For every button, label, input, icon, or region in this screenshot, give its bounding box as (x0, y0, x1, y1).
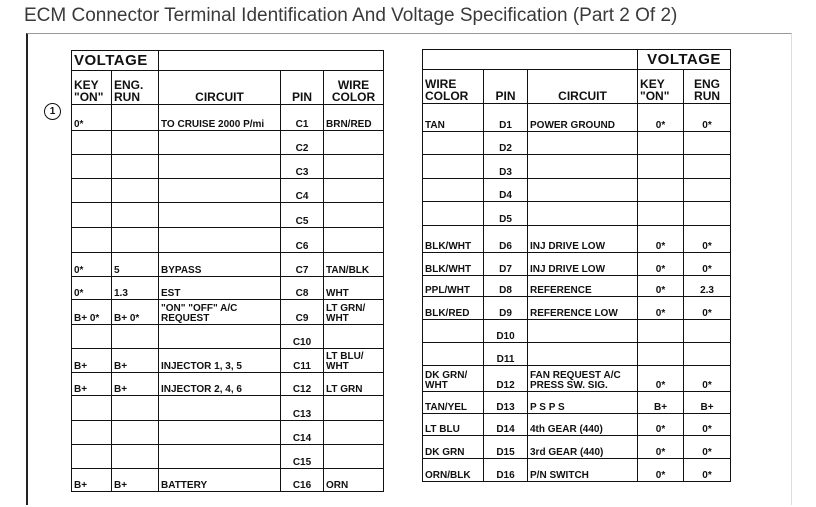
circuit-name: P S P S (528, 392, 638, 414)
eng-run-value: 0* (684, 459, 731, 482)
key-on-value: B+ (638, 392, 684, 414)
circuit-name (528, 132, 638, 155)
table-row (72, 179, 384, 203)
key-on-value: 0* (638, 276, 684, 297)
table-row (423, 276, 731, 297)
note-marker: 1 (44, 103, 61, 120)
eng-run-value: 2.3 (684, 276, 731, 297)
pin-label: D1 (484, 104, 528, 132)
pin-label: C1 (281, 105, 324, 131)
circuit-header: CIRCUIT (528, 70, 638, 104)
circuit-name: 4th GEAR (440) (528, 414, 638, 436)
wire-color-value (423, 132, 484, 155)
table-row (423, 226, 731, 253)
pin-header: PIN (484, 70, 528, 104)
wire-color-value (423, 202, 484, 226)
circuit-name (159, 155, 281, 179)
eng-run-value (684, 132, 731, 155)
table-row (72, 155, 384, 179)
pin-label: C15 (281, 445, 324, 469)
wire-color-value (324, 396, 384, 421)
wire-color-value: WHT (324, 277, 384, 300)
eng-run-value: B+ (112, 349, 159, 373)
key-on-value (638, 155, 684, 179)
key-on-header: KEY "ON" (72, 71, 112, 105)
eng-run-value (112, 105, 159, 131)
pin-label: D9 (484, 297, 528, 320)
circuit-name: REFERENCE (528, 276, 638, 297)
key-on-value: 0* (638, 104, 684, 132)
circuit-name: EST (159, 277, 281, 300)
circuit-name (528, 202, 638, 226)
key-on-value (72, 179, 112, 203)
key-on-value: 0* (72, 253, 112, 277)
key-on-value (72, 228, 112, 253)
pin-label: C11 (281, 349, 324, 373)
table-row (72, 131, 384, 155)
pin-label: D16 (484, 459, 528, 482)
key-on-value: B+ (72, 469, 112, 492)
table-row (423, 179, 731, 202)
table-row (423, 297, 731, 320)
table-row (72, 396, 384, 421)
wire-color-value: DK GRN/ WHT (423, 366, 484, 392)
eng-run-value: 1.3 (112, 277, 159, 300)
circuit-name: INJECTOR 1, 3, 5 (159, 349, 281, 373)
pin-label: D14 (484, 414, 528, 436)
eng-run-value: 0* (684, 297, 731, 320)
table-row (423, 414, 731, 436)
eng-run-value: 0* (684, 366, 731, 392)
circuit-name (159, 325, 281, 349)
table-row (72, 469, 384, 492)
pin-label: D3 (484, 155, 528, 179)
eng-run-value: 0* (684, 253, 731, 276)
wire-color-value (324, 131, 384, 155)
pin-label: C2 (281, 131, 324, 155)
pin-label: C12 (281, 373, 324, 396)
table-row (72, 373, 384, 396)
pin-label: C3 (281, 155, 324, 179)
circuit-name: BATTERY (159, 469, 281, 492)
wire-color-value (324, 203, 384, 228)
table-row (72, 421, 384, 445)
pin-label: D12 (484, 366, 528, 392)
circuit-name (528, 343, 638, 366)
wire-color-value (423, 155, 484, 179)
key-on-value (72, 131, 112, 155)
table-row (72, 300, 384, 325)
table-row (72, 325, 384, 349)
pin-label: C7 (281, 253, 324, 277)
circuit-name: INJECTOR 2, 4, 6 (159, 373, 281, 396)
table-row (423, 104, 731, 132)
table-row (423, 436, 731, 459)
eng-run-value (112, 421, 159, 445)
key-on-value (72, 325, 112, 349)
key-on-header: KEY "ON" (638, 70, 684, 104)
key-on-value (638, 320, 684, 343)
wire-color-header: WIRE COLOR (423, 70, 484, 104)
key-on-value: 0* (638, 366, 684, 392)
table-row (423, 202, 731, 226)
eng-run-header: ENG RUN (684, 70, 731, 104)
pin-label: C13 (281, 396, 324, 421)
eng-run-value (684, 202, 731, 226)
table-row (423, 459, 731, 482)
pin-label: C6 (281, 228, 324, 253)
table-row (72, 445, 384, 469)
eng-run-value (112, 131, 159, 155)
wire-color-value: TAN/BLK (324, 253, 384, 277)
table-row (423, 392, 731, 414)
table-row (72, 228, 384, 253)
circuit-name (159, 203, 281, 228)
key-on-value (72, 421, 112, 445)
key-on-value: 0* (638, 297, 684, 320)
eng-run-header: ENG. RUN (112, 71, 159, 105)
key-on-value: 0* (638, 253, 684, 276)
key-on-value: 0* (638, 436, 684, 459)
wire-color-value (423, 343, 484, 366)
wire-color-value: TAN (423, 104, 484, 132)
wire-color-value: PPL/WHT (423, 276, 484, 297)
circuit-name: 3rd GEAR (440) (528, 436, 638, 459)
wire-color-value: ORN (324, 469, 384, 492)
table-row (423, 320, 731, 343)
key-on-value (638, 132, 684, 155)
eng-run-value: B+ (112, 469, 159, 492)
circuit-name (159, 179, 281, 203)
wire-color-value (324, 325, 384, 349)
eng-run-value (112, 155, 159, 179)
eng-run-value (684, 179, 731, 202)
eng-run-value (112, 396, 159, 421)
key-on-value: 0* (638, 414, 684, 436)
eng-run-value (112, 325, 159, 349)
circuit-name (528, 155, 638, 179)
pin-label: D8 (484, 276, 528, 297)
voltage-header-spacer (423, 50, 638, 70)
pin-label: C8 (281, 277, 324, 300)
circuit-name: P/N SWITCH (528, 459, 638, 482)
pin-label: D13 (484, 392, 528, 414)
pin-label: D2 (484, 132, 528, 155)
eng-run-value: 0* (684, 414, 731, 436)
circuit-name (159, 421, 281, 445)
circuit-name (528, 179, 638, 202)
table-row (423, 366, 731, 392)
pin-label: C4 (281, 179, 324, 203)
key-on-value (638, 202, 684, 226)
pin-label: C5 (281, 203, 324, 228)
wire-color-value: LT GRN/ WHT (324, 300, 384, 325)
circuit-name: BYPASS (159, 253, 281, 277)
table-row (423, 155, 731, 179)
eng-run-value: 0* (684, 104, 731, 132)
circuit-name: TO CRUISE 2000 P/mi (159, 105, 281, 131)
right-table-body (423, 104, 731, 482)
wire-color-header: WIRE COLOR (324, 71, 384, 105)
circuit-name (159, 131, 281, 155)
circuit-name (159, 396, 281, 421)
circuit-name: POWER GROUND (528, 104, 638, 132)
eng-run-value (112, 203, 159, 228)
circuit-name (159, 228, 281, 253)
key-on-value: 0* (638, 459, 684, 482)
voltage-header-spacer (159, 51, 384, 71)
wire-color-value (423, 179, 484, 202)
wire-color-value (324, 155, 384, 179)
wire-color-value (324, 421, 384, 445)
table-row (72, 349, 384, 373)
pin-label: C16 (281, 469, 324, 492)
table-row (72, 253, 384, 277)
pin-label: C14 (281, 421, 324, 445)
key-on-value: 0* (72, 105, 112, 131)
eng-run-value: 0* (684, 226, 731, 253)
eng-run-value: B+ 0* (112, 300, 159, 325)
eng-run-value: B+ (112, 373, 159, 396)
table-row (72, 277, 384, 300)
wire-color-value (324, 228, 384, 253)
pin-label: C10 (281, 325, 324, 349)
circuit-name: INJ DRIVE LOW (528, 226, 638, 253)
circuit-name: REFERENCE LOW (528, 297, 638, 320)
pin-label: D7 (484, 253, 528, 276)
key-on-value (72, 445, 112, 469)
pin-header: PIN (281, 71, 324, 105)
wire-color-value: LT GRN (324, 373, 384, 396)
eng-run-value: B+ (684, 392, 731, 414)
key-on-value (72, 203, 112, 228)
circuit-name: INJ DRIVE LOW (528, 253, 638, 276)
pin-label: D15 (484, 436, 528, 459)
key-on-value (72, 155, 112, 179)
wire-color-value: BLK/WHT (423, 253, 484, 276)
key-on-value (638, 179, 684, 202)
left-connector-table (71, 50, 384, 492)
eng-run-value (684, 155, 731, 179)
eng-run-value: 5 (112, 253, 159, 277)
table-row (72, 105, 384, 131)
key-on-value: 0* (638, 226, 684, 253)
pin-label: D5 (484, 202, 528, 226)
table-row (423, 132, 731, 155)
key-on-value: B+ (72, 373, 112, 396)
wire-color-value: BLK/WHT (423, 226, 484, 253)
right-connector-table (422, 49, 731, 482)
wire-color-value: TAN/YEL (423, 392, 484, 414)
wire-color-value (423, 320, 484, 343)
eng-run-value (684, 343, 731, 366)
voltage-header: VOLTAGE (638, 50, 731, 70)
wire-color-value: DK GRN (423, 436, 484, 459)
pin-label: C9 (281, 300, 324, 325)
voltage-header: VOLTAGE (72, 51, 159, 71)
wire-color-value: BLK/RED (423, 297, 484, 320)
wire-color-value: ORN/BLK (423, 459, 484, 482)
eng-run-value (112, 228, 159, 253)
wire-color-value: BRN/RED (324, 105, 384, 131)
circuit-name: "ON" "OFF" A/C REQUEST (159, 300, 281, 325)
table-row (423, 343, 731, 366)
key-on-value (638, 343, 684, 366)
circuit-header: CIRCUIT (159, 71, 281, 105)
eng-run-value: 0* (684, 436, 731, 459)
page-title: ECM Connector Terminal Identification And Voltage Specification (Part 2 Of 2) (24, 5, 678, 26)
wire-color-value (324, 445, 384, 469)
table-row (72, 203, 384, 228)
eng-run-value (684, 320, 731, 343)
wire-color-value (324, 179, 384, 203)
circuit-name: FAN REQUEST A/C PRESS SW. SIG. (528, 366, 638, 392)
pin-label: D6 (484, 226, 528, 253)
eng-run-value (112, 445, 159, 469)
eng-run-value (112, 179, 159, 203)
pin-label: D11 (484, 343, 528, 366)
circuit-name (159, 445, 281, 469)
pin-label: D10 (484, 320, 528, 343)
table-row (423, 253, 731, 276)
wire-color-value: LT BLU/ WHT (324, 349, 384, 373)
key-on-value (72, 396, 112, 421)
left-table-body (72, 105, 384, 492)
wire-color-value: LT BLU (423, 414, 484, 436)
key-on-value: 0* (72, 277, 112, 300)
circuit-name (528, 320, 638, 343)
pin-label: D4 (484, 179, 528, 202)
key-on-value: B+ (72, 349, 112, 373)
key-on-value: B+ 0* (72, 300, 112, 325)
